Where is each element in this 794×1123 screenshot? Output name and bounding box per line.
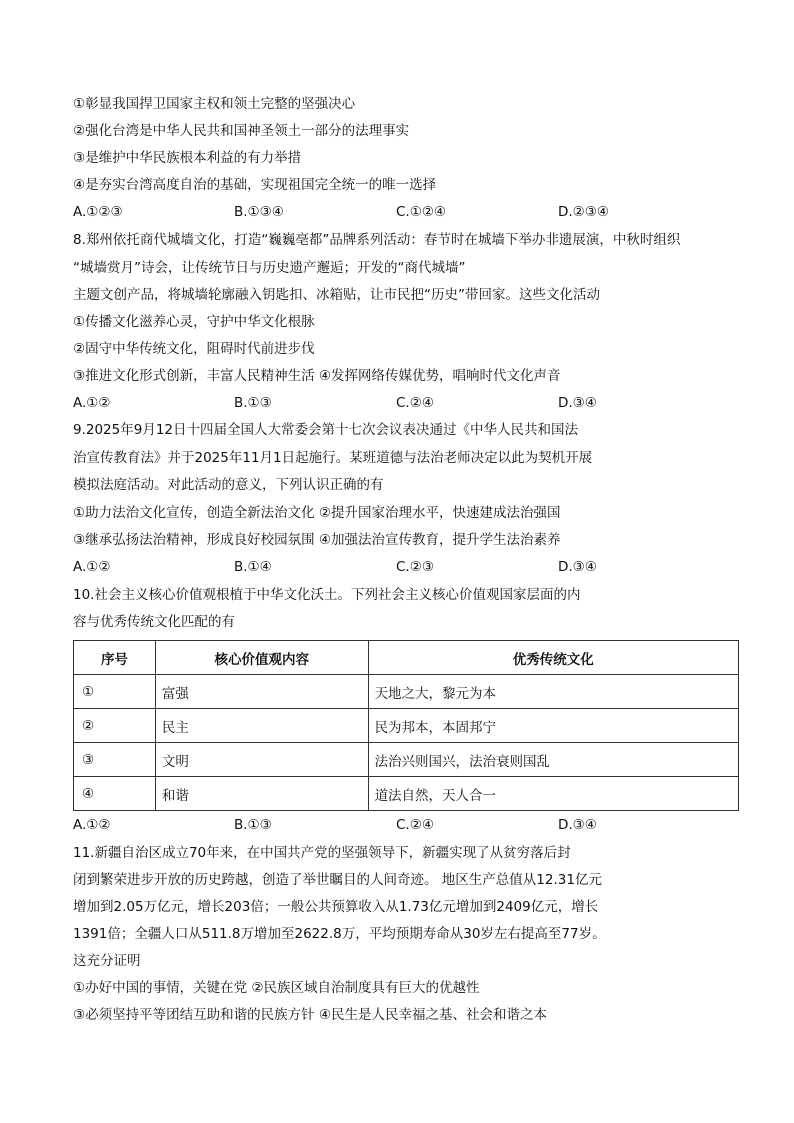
header-traditional-culture: 优秀传统文化 [368, 641, 738, 675]
q8-item-2: ②固守中华传统文化，阻碍时代前进步伐 [73, 341, 315, 357]
row-number: ① [74, 675, 156, 709]
q7-item-1: ①彰显我国捍卫国家主权和领土完整的坚强决心 [73, 96, 356, 112]
header-core-value: 核心价值观内容 [155, 641, 368, 675]
table-row [74, 743, 739, 777]
q8-stem-line-1: 8.郑州依托商代城墙文化，打造“巍巍亳都”品牌系列活动：春节时在城墙下举办非遗展演，中秋时组织 [73, 232, 681, 248]
q10-stem-line-2: 容与优秀传统文化匹配的有 [73, 614, 235, 630]
row-core-value: 富强 [155, 675, 368, 709]
row-traditional-culture: 道法自然，天人合一 [368, 777, 738, 811]
q10-option-a: A.①② [73, 817, 111, 833]
q8-stem-line-2: “城墙赏月”诗会，让传统节日与历史遗产邂逅；开发的“商代城墙” [73, 260, 466, 276]
q9-item-1-2: ①助力法治文化宣传，创造全新法治文化 ②提升国家治理水平，快速建成法治强国 [73, 505, 561, 521]
q10-option-b: B.①③ [234, 817, 272, 833]
q9-option-a: A.①② [73, 559, 111, 575]
values-culture-table [73, 640, 739, 811]
q9-stem-line-2: 治宣传教育法》并于2025年11月1日起施行。某班道德与法治老师决定以此为契机开展 [73, 450, 593, 466]
row-number: ③ [74, 743, 156, 777]
row-number: ② [74, 709, 156, 743]
q10-options [73, 815, 733, 835]
table-row [74, 777, 739, 811]
q11-item-3-4: ③必须坚持平等团结互助和谐的民族方针 ④民生是人民幸福之基、社会和谐之本 [73, 1007, 547, 1023]
q10-option-d: D.③④ [558, 817, 597, 833]
q9-stem-line-1: 9.2025年9月12日十四届全国人大常委会第十七次会议表决通过《中华人民共和国法 [73, 422, 579, 438]
q8-item-1: ①传播文化滋养心灵，守护中华文化根脉 [73, 314, 315, 330]
q9-stem-line-3: 模拟法庭活动。对此活动的意义，下列认识正确的有 [73, 477, 384, 493]
row-core-value: 和谐 [155, 777, 368, 811]
q8-option-b: B.①③ [234, 395, 272, 411]
q8-options [73, 393, 733, 413]
q8-option-c: C.②④ [396, 395, 434, 411]
table-row [74, 675, 739, 709]
table-header-row [74, 641, 739, 675]
q7-option-b: B.①③④ [234, 204, 284, 220]
q7-item-3: ③是维护中华民族根本利益的有力举措 [73, 150, 302, 166]
row-core-value: 文明 [155, 743, 368, 777]
q11-item-1-2: ①办好中国的事情，关键在党 ②民族区域自治制度具有巨大的优越性 [73, 980, 480, 996]
q7-option-d: D.②③④ [558, 204, 609, 220]
q11-stem-line-3: 增加到2.05万亿元，增长203倍；一般公共预算收入从1.73亿元增加到2409亿元，增长 [73, 899, 599, 915]
q7-option-a: A.①②③ [73, 204, 123, 220]
q11-stem-line-1: 11.新疆自治区成立70年来，在中国共产党的坚强领导下，新疆实现了从贫穷落后封 [73, 845, 571, 861]
q9-item-3-4: ③继承弘扬法治精神，形成良好校园氛围 ④加强法治宣传教育，提升学生法治素养 [73, 532, 561, 548]
q11-stem-line-5: 这充分证明 [73, 953, 141, 969]
q10-option-c: C.②④ [396, 817, 434, 833]
header-number: 序号 [74, 641, 156, 675]
row-traditional-culture: 民为邦本，本固邦宁 [368, 709, 738, 743]
q9-option-c: C.②③ [396, 559, 434, 575]
q7-option-c: C.①②④ [396, 204, 447, 220]
row-core-value: 民主 [155, 709, 368, 743]
q7-item-4: ④是夯实台湾高度自治的基础，实现祖国完全统一的唯一选择 [73, 177, 437, 193]
q8-option-a: A.①② [73, 395, 111, 411]
row-traditional-culture: 法治兴则国兴，法治衰则国乱 [368, 743, 738, 777]
q8-stem-line-3: 主题文创产品，将城墙轮廓融入钥匙扣、冰箱贴，让市民把“历史”带回家。这些文化活动 [73, 287, 600, 303]
q8-option-d: D.③④ [558, 395, 597, 411]
q11-stem-line-2: 闭到繁荣进步开放的历史跨越，创造了举世瞩目的人间奇迹。 地区生产总值从12.31亿元 [73, 872, 602, 888]
row-traditional-culture: 天地之大，黎元为本 [368, 675, 738, 709]
q9-option-d: D.③④ [558, 559, 597, 575]
q9-option-b: B.①④ [234, 559, 272, 575]
q8-item-3-4: ③推进文化形式创新，丰富人民精神生活 ④发挥网络传媒优势，唱响时代文化声音 [73, 368, 561, 384]
table-row [74, 709, 739, 743]
q7-item-2: ②强化台湾是中华人民共和国神圣领土一部分的法理事实 [73, 123, 410, 139]
q7-options [73, 202, 733, 222]
q11-stem-line-4: 1391倍；全疆人口从511.8万增加至2622.8万，平均预期寿命从30岁左右提高至77岁。 [73, 926, 606, 942]
q9-options [73, 557, 733, 577]
row-number: ④ [74, 777, 156, 811]
q10-stem-line-1: 10.社会主义核心价值观根植于中华文化沃土。下列社会主义核心价值观国家层面的内 [73, 587, 581, 603]
